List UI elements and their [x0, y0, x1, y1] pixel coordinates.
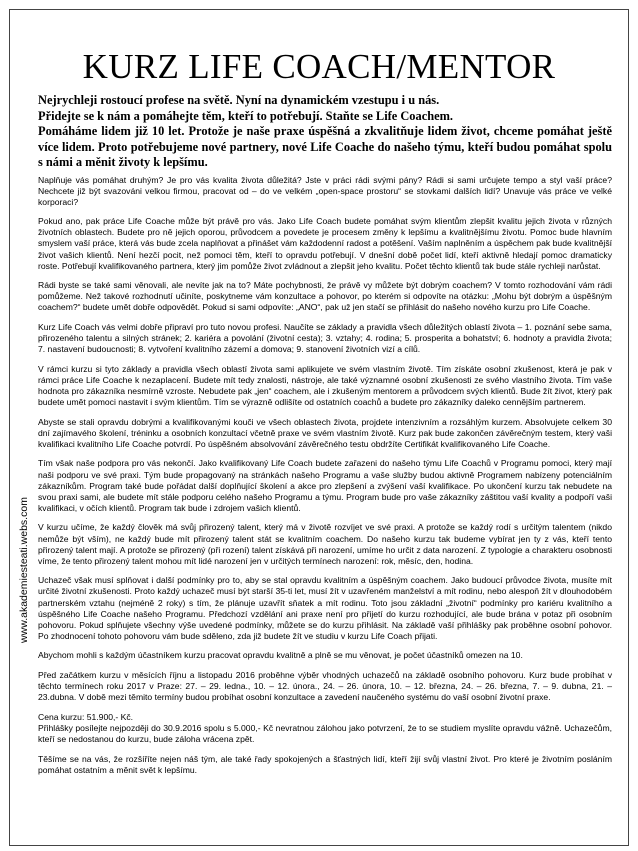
paragraph: Pokud ano, pak práce Life Coache může být právě pro vás. Jako Life Coach budete pomáhat svým klientům zlepšit kvalitu jejich života v různých životních oblastech. Budete pro ně jejich oporou, průvodcem a povedete je procesem změny k lepšímu a kvalitnějšímu životu. Pomoc bude hlavním smyslem vaší práce, která vás bude zcela naplňovat a přinášet vám každodenní radost a potěšení. Vaším naplněním a úspěchem pak bude kvalitnější život vašich klientů. Není hezčí pocit, než pomoci těm, kteří to opravdu potřebují. V dnešní době počet lidí, kteří aktivně hledají pomoc dramaticky roste. Potřebují kvalifikovaného partnera, který jim pomůže život zvládnout a zlepšit jeho kvalitu. Počet těchto klientů tak bude stále rychleji narůstat.: [38, 216, 612, 271]
lead-block: [38, 93, 612, 171]
body-text: [38, 175, 612, 776]
paragraph: Rádi byste se také sami věnovali, ale nevíte jak na to? Máte pochybnosti, že právě vy můžete být dobrým coachem? V tomto rozhodování vám rádi pomůžeme. Než takové rozhodnutí učiníte, poskytneme vám konzultace a pohovor, po kterém si odpovíte na otázku: „Mohu být dobrým a úspěšným coachem?“ budete umět dobře odpovědět. Pokud si sami odpovíte: „ANO“, pak už jen stačí se přihlásit do našeho nového kurzu pro Life Coache.: [38, 280, 612, 313]
paragraph: Abychom mohli s každým účastníkem kurzu pracovat opravdu kvalitně a plně se mu věnovat, je počet účastníků omezen na 10.: [38, 650, 523, 661]
lead-line: Přidejte se k nám a pomáhejte těm, kteří to potřebují. Staňte se Life Coachem.: [38, 108, 454, 123]
lead-line: Pomáháme lidem již 10 let. Protože je naše praxe úspěšná a zkvalitňuje lidem život, chceme pomáhat ještě více lidem. Proto potřebujeme nové partnery, nové Life Coache do našeho týmu, kteří budou pomáhat spolu s námi a měnit životy k lepšímu.: [38, 124, 612, 169]
paragraph: Kurz Life Coach vás velmi dobře připraví pro tuto novou profesi. Naučíte se základy a pravidla všech důležitých oblastí života – 1. poznání sebe sama, přirozeného talentu a silných stránek; 2. kariéra a povolání (životní cesta); 3. vztahy; 4. rodina; 5. prosperita a bohatství; 6. hodnoty a pravidla života; 7. nastavení budoucnosti; 8. vytvoření kvalitního zázemí a domova; 9. stanovení životních vizí a cílů.: [38, 322, 612, 355]
paragraph: Těšíme se na vás, že rozšíříte nejen náš tým, ale také řady spokojených a šťastných lidí, kteří žijí svůj vlastní život. Pro které je životním posláním pomáhat ostatním a měnit svět k lepšímu.: [38, 753, 612, 775]
lead-line: Nejrychleji rostoucí profese na světě. Nyní na dynamickém vzestupu i u nás.: [38, 93, 440, 107]
paragraph: Uchazeč však musí splňovat i další podmínky pro to, aby se stal opravdu kvalitním a úspěšným coachem. Jako budoucí průvodce života, musíte mít určité životní zkušenosti. Proto každý uchazeč musí být starší 35-ti let, musí žít v uzavřeném manželství a mít rodinu, nebo alespoň žít v dlouhodobém partnerském vztahu (nejméně 2 roky) s tím, že plánuje uzavřít sňatek a mít rodinu. Toto jsou základní „životní“ podmínky pro kariéru kvalitního a úspěšného Life Coache našeho Programu. Předchozí vzdělání ani praxe není pro přijetí do kurzu rozhodující, ale bude brána v potaz při osobním pohovoru. Pokud splňujete všechny výše uvedené podmínky, můžete se do kurzu přihlásit. Na základě vaší přihlášky pak proběhne osobní pohovor. Po zhodnocení tohoto pohovoru vám bude sděleno, zda již budete žít ve studiu v kurzu Life Coach přijati.: [38, 575, 612, 641]
paragraph: Naplňuje vás pomáhat druhým? Je pro vás kvalita života důležitá? Jste v práci rádi svými pány? Rádi si sami určujete tempo a styl vaší práce? Nechcete již být svazováni velkou firmou, pracovat od – do ve velkém „open-space prostoru“ se stovkami dalších lidí? Unavuje vás práce ve velké korporaci?: [38, 174, 612, 207]
paragraph: V kurzu učíme, že každý člověk má svůj přirozený talent, který má v životě rozvíjet ve své praxi. A protože se každý rodí s určitým talentem (nikdo nemůže být vším), ne každý bude mít přirozený talent stát se kvalitním coachem. Do našeho kurzu tak budeme vybírat jen ty z vás, kteří tento přirozený talent mají. A protože se přirozený (při rození) talent získává při narození, umíme ho určit z data narození. Z typologie a charakteru osobnosti víme, že tento přirozený talent mohou mít lidé narození jen v určitých termínech narození: rok, měsíc, den, hodina.: [38, 522, 612, 566]
side-website-text: www.akademiesteati.webs.com: [18, 497, 30, 643]
paragraph: Abyste se stali opravdu dobrými a kvalifikovanými kouči ve všech oblastech života, projdete intenzivním a rozsáhlým kurzem. Absolvujete celkem 30 dní zajímavého školení, tréninku a osobních konzultací včetně praxe ve svém vlastním životě. Kurz pak bude zakončen závěrečným testem, který vaši kvalifikaci kvalitního Life Coache potvrdí. Po úspěšném absolvování závěrečného testu obdržíte Certifikát kvalifikovaného Life Coache.: [38, 416, 612, 449]
paragraph: Tím však naše podpora pro vás nekončí. Jako kvalifikovaný Life Coach budete zařazeni do našeho týmu Life Coachů v Programu pomoci, který mají naši podporu ve své praxi. Tým bude propagovaný na stránkách našeho Programu a vaše služby budou aktivně Programem nabízeny potenciálním zákazníkům. Program také bude pořádat další doplňující školení a akce pro zlepšení a zvýšení vaší kvalifikace. Po ukončení kurzu tak nebudete na svou praxi sami, ale budete mít stále podporu celého našeho Programu a týmu. Program bude pro vaše zákazníky záštitou vaší kvality a podpoří vaši kvalifikaci, v očích klientů. Program tak bude i zdrojem vašich klientů.: [38, 458, 612, 513]
paragraph: V rámci kurzu si tyto základy a pravidla všech oblastí života sami aplikujete ve svém vlastním životě. Tím získáte osobní zkušenost, která je pak v rámci práce Life Coache k nezaplacení. Budete mít tedy znalosti, nástroje, ale také významné osobní zkušenosti ze svého vlastního života. Tím vaše hodnota pro zákazníka nesmírně vzroste. Nebudete pak „jen“ coachem, ale i zkušeným mentorem a průvodcem svých klientů. Bude žít život, který pak budete umět pomoci nastavit i svým klientům. Tím se výrazně odlišíte od ostatních coachů a budete pro zákazníky daleko cennějším partnerem.: [38, 363, 612, 408]
document-title: KURZ LIFE COACH/MENTOR: [82, 47, 556, 86]
paragraph: Cena kurzu: 51.900,- Kč. Přihlášky posílejte nejpozději do 30.9.2016 spolu s 5.000,- Kč nevratnou zálohou jako potvrzení, že to se studiem myslíte opravdu vážně. Uchazečům, kteří se nedostanou do kurzu, bude záloha vrácena zpět.: [38, 711, 612, 744]
document-content: [38, 93, 612, 784]
paragraph: Před začátkem kurzu v měsících říjnu a listopadu 2016 proběhne výběr vhodných uchazečů na základě osobního pohovoru. Kurz bude probíhat v těchto termínech roku 2017 v Praze: 27. – 29. ledna., 10. – 12. února., 24. – 26. února, 10. – 12. března, 24. – 26. března, 7. – 9. dubna, 21. – 23.dubna. V době mezi těmito termíny budou probíhat osobní konzultace a zavedení naučeného systému do vaší osobní životní praxe.: [38, 669, 612, 703]
